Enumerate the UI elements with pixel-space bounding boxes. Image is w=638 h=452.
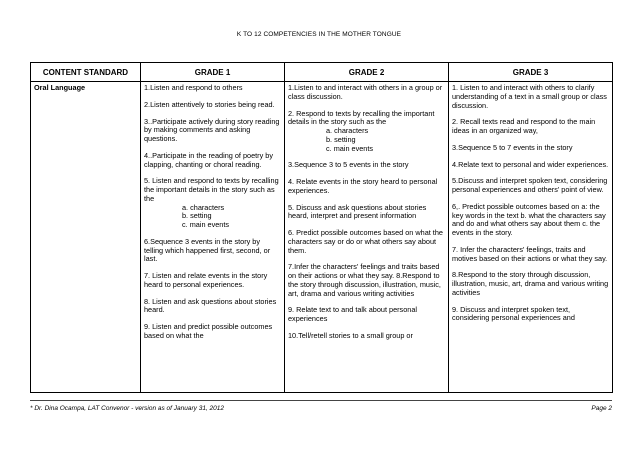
table-row — [31, 82, 613, 393]
competency-item — [288, 178, 445, 196]
competency-text: 2. Respond to texts by recalling the important details in the story such as the — [288, 108, 435, 127]
competency-item — [288, 332, 445, 341]
competency-item — [288, 263, 445, 298]
content-standard-cell — [31, 82, 141, 393]
column-header-grade-3: GRADE 3 — [449, 63, 613, 82]
competencies-table — [30, 62, 613, 393]
column-header-content-standard: CONTENT STANDARD — [31, 63, 141, 82]
page-title: K TO 12 COMPETENCIES IN THE MOTHER TONGUE — [236, 31, 402, 38]
competency-text: 9. Discuss and interpret spoken text, considering personal experiences and — [452, 304, 575, 323]
grade-2-cell — [285, 82, 449, 393]
competency-text: 4. Relate events in the story heard to personal experiences. — [288, 177, 438, 195]
competency-item — [288, 161, 445, 170]
competency-item — [144, 298, 281, 316]
competency-text: 5.Discuss and interpret spoken text, considering personal experiences and others' point of view. — [452, 176, 608, 194]
competency-text: 4..Participate in the reading of poetry by clapping, chanting or choral reading. — [144, 150, 273, 169]
competency-item — [288, 229, 445, 255]
competency-text: 6,. Predict possible outcomes based on a: the key words in the text b. what the characters say and do and what others say about them c. the events in the story. — [452, 201, 606, 237]
competency-item — [144, 118, 281, 144]
competency-item — [452, 306, 609, 324]
competency-item — [452, 203, 609, 238]
competency-text: 8. Listen and ask questions about stories heard. — [144, 296, 277, 315]
competency-subitem: c. main events — [326, 143, 374, 153]
competency-subitem: a. characters — [182, 202, 225, 212]
competency-text: 6. Predict possible outcomes based on what the characters say or do or what others say about them. — [288, 228, 443, 255]
competency-subitem: b. setting — [182, 211, 212, 221]
competency-text: 4.Relate text to personal and wider experiences. — [452, 159, 609, 169]
page-number: Page 2 — [591, 405, 612, 412]
competency-text: 1. Listen to and interact with others to clarify understanding of a text in a small group or class discussion. — [452, 84, 607, 110]
competency-text: 7.Infer the characters' feelings and traits based on their actions or what they say. 8.Respond to the story through discussion, illustration, music, art, drama and various writing activities — [288, 262, 441, 298]
competency-item — [452, 84, 609, 110]
competency-item — [452, 118, 609, 136]
competency-item — [144, 101, 281, 110]
competency-text: 3.Sequence 5 to 7 events in the story — [452, 142, 573, 152]
competency-item — [452, 144, 609, 153]
column-header-grade-1: GRADE 1 — [141, 63, 285, 82]
table-header-row — [31, 63, 613, 82]
competency-item — [144, 177, 281, 230]
content-standard-label: Oral Language — [34, 84, 86, 92]
competency-item — [144, 323, 281, 341]
competency-subitem: a. characters — [326, 126, 369, 135]
competency-subitem: c. main events — [182, 220, 230, 229]
competency-text: 1.Listen and respond to others — [144, 84, 243, 92]
footer-credit: * Dr. Dina Ocampa, LAT Convenor - version as of January 31, 2012 — [30, 405, 225, 412]
competency-item — [452, 177, 609, 195]
column-header-grade-2: GRADE 2 — [285, 63, 449, 82]
competency-item — [452, 246, 609, 264]
competency-item — [288, 204, 445, 222]
competency-text: 3.Sequence 3 to 5 events in the story — [288, 160, 409, 170]
competency-text: 7. Listen and relate events in the story heard to personal experiences. — [144, 271, 268, 289]
competency-text: 2.Listen attentively to stories being read. — [144, 99, 275, 109]
grade-1-cell — [141, 82, 285, 393]
grade-3-cell — [449, 82, 613, 393]
competency-item — [144, 272, 281, 290]
competency-text: 1.Listen to and interact with others in a group or class discussion. — [288, 84, 443, 101]
competency-text: 2. Recall texts read and respond to the main ideas in an organized way, — [452, 117, 596, 135]
competency-text: 7. Infer the characters' feelings, traits and motives based on their actions or what they say. — [452, 244, 608, 263]
competency-text: 9. Relate text to and talk about personal experiences — [288, 305, 417, 323]
competency-text: 9. Listen and predict possible outcomes based on what the — [144, 322, 273, 340]
competency-text: 5. Listen and respond to texts by recalling the important details in the story such as the — [144, 176, 279, 203]
competency-text: 3..Participate actively during story reading by making comments and asking questions. — [144, 116, 280, 143]
competency-subitem: b. setting — [326, 134, 356, 144]
competency-item — [144, 84, 281, 93]
competency-item — [288, 84, 445, 102]
competency-item — [144, 238, 281, 264]
competency-text: 5. Discuss and ask questions about stories heard, interpret and present information — [288, 202, 427, 221]
competency-item — [452, 271, 609, 297]
competency-item — [288, 306, 445, 324]
competency-text: 10.Tell/retell stories to a small group or — [288, 330, 413, 340]
competency-text: 8.Respond to the story through discussion, illustration, music, art, drama and various writing activities — [452, 270, 609, 297]
footer-divider — [30, 400, 612, 401]
competency-item — [288, 110, 445, 154]
competency-item — [144, 152, 281, 170]
competency-item — [452, 161, 609, 170]
competency-text: 6.Sequence 3 events in the story by telling which happened first, second, or last. — [144, 236, 271, 264]
